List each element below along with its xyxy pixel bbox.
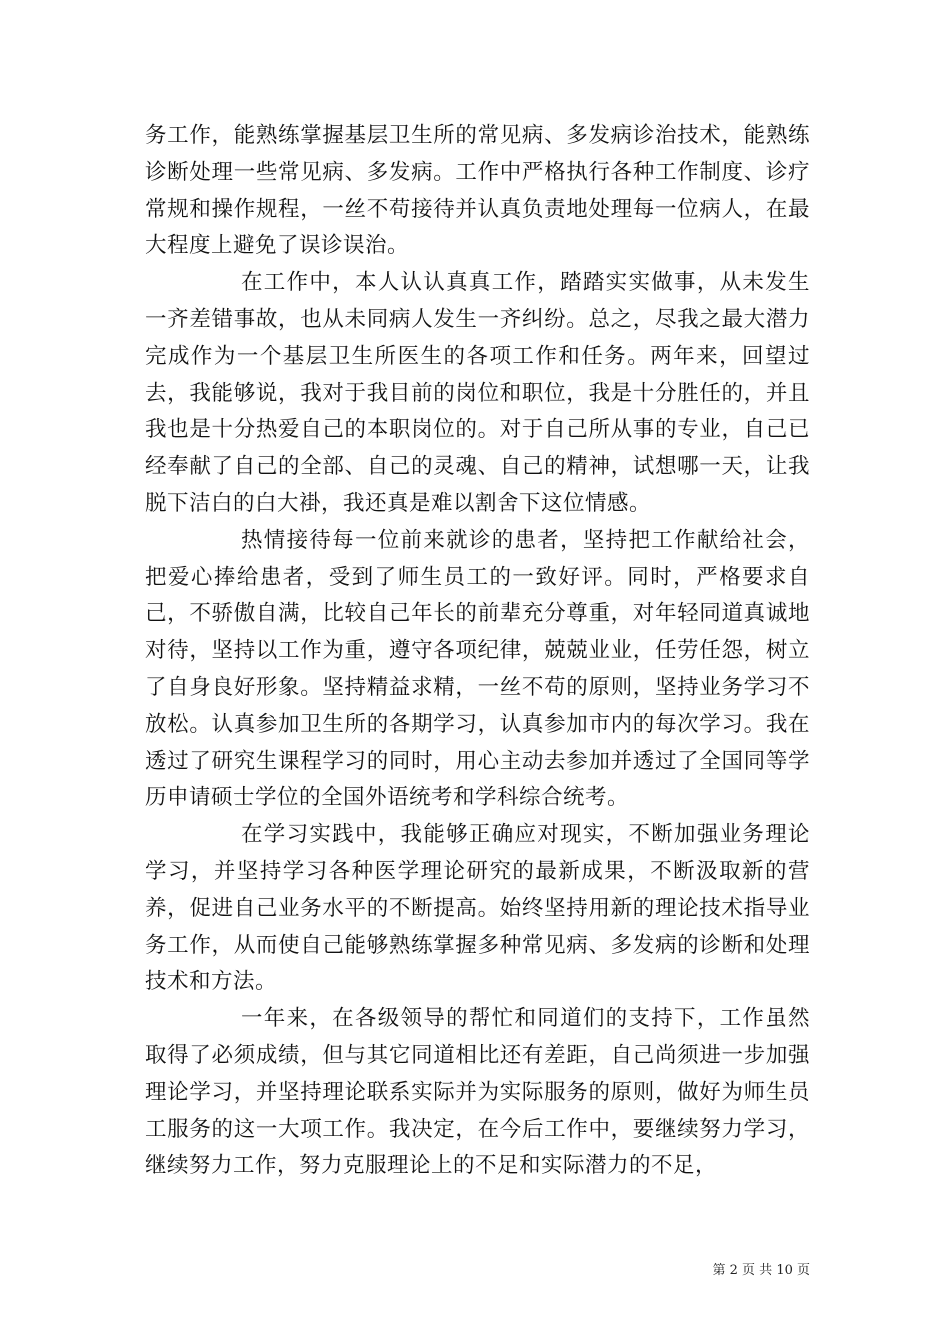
paragraph-4: 在学习实践中，我能够正确应对现实，不断加强业务理论学习，并坚持学习各种医学理论研究的最新成果，不断汲取新的营养，促进自己业务水平的不断提高。始终坚持用新的理论技术指导业务工作，从而使自己能够熟练掌握多种常见病、多发病的诊断和处理技术和方法。 [145,822,810,995]
paragraph-1: 务工作，能熟练掌握基层卫生所的常见病、多发病诊治技术，能熟练诊断处理一些常见病、多发病。工作中严格执行各种工作制度、诊疗常规和操作规程，一丝不苟接待并认真负责地处理每一位病人，在最大程度上避免了误诊误治。 [145,123,810,259]
page-number-footer: 第 2 页 共 10 页 [712,1263,810,1278]
paragraph-5: 一年来，在各级领导的帮忙和同道们的支持下，工作虽然取得了必须成绩，但与其它同道相比还有差距，自己尚须进一步加强理论学习，并坚持理论联系实际并为实际服务的原则，做好为师生员工服务的这一大项工作。我决定，在今后工作中，要继续努力学习，继续努力工作，努力克服理论上的不足和实际潜力的不足， [145,1006,810,1179]
document-body [145,118,810,1185]
paragraph-3: 热情接待每一位前来就诊的患者，坚持把工作献给社会，把爱心捧给患者，受到了师生员工的一致好评。同时，严格要求自己，不骄傲自满，比较自己年长的前辈充分尊重，对年轻同道真诚地对待，坚持以工作为重，遵守各项纪律，兢兢业业，任劳任怨，树立了自身良好形象。坚持精益求精，一丝不苟的原则，坚持业务学习不放松。认真参加卫生所的各期学习，认真参加市内的每次学习。我在透过了研究生课程学习的同时，用心主动去参加并透过了全国同等学历申请硕士学位的全国外语统考和学科综合统考。 [145,527,810,811]
paragraph-2: 在工作中，本人认认真真工作，踏踏实实做事，从未发生一齐差错事故，也从未同病人发生一齐纠纷。总之，尽我之最大潜力完成作为一个基层卫生所医生的各项工作和任务。两年来，回望过去，我能够说，我对于我目前的岗位和职位，我是十分胜任的，并且我也是十分热爱自己的本职岗位的。对于自己所从事的专业，自己已经奉献了自己的全部、自己的灵魂、自己的精神，试想哪一天，让我脱下洁白的白大褂，我还真是难以割舍下这位情感。 [145,270,810,516]
